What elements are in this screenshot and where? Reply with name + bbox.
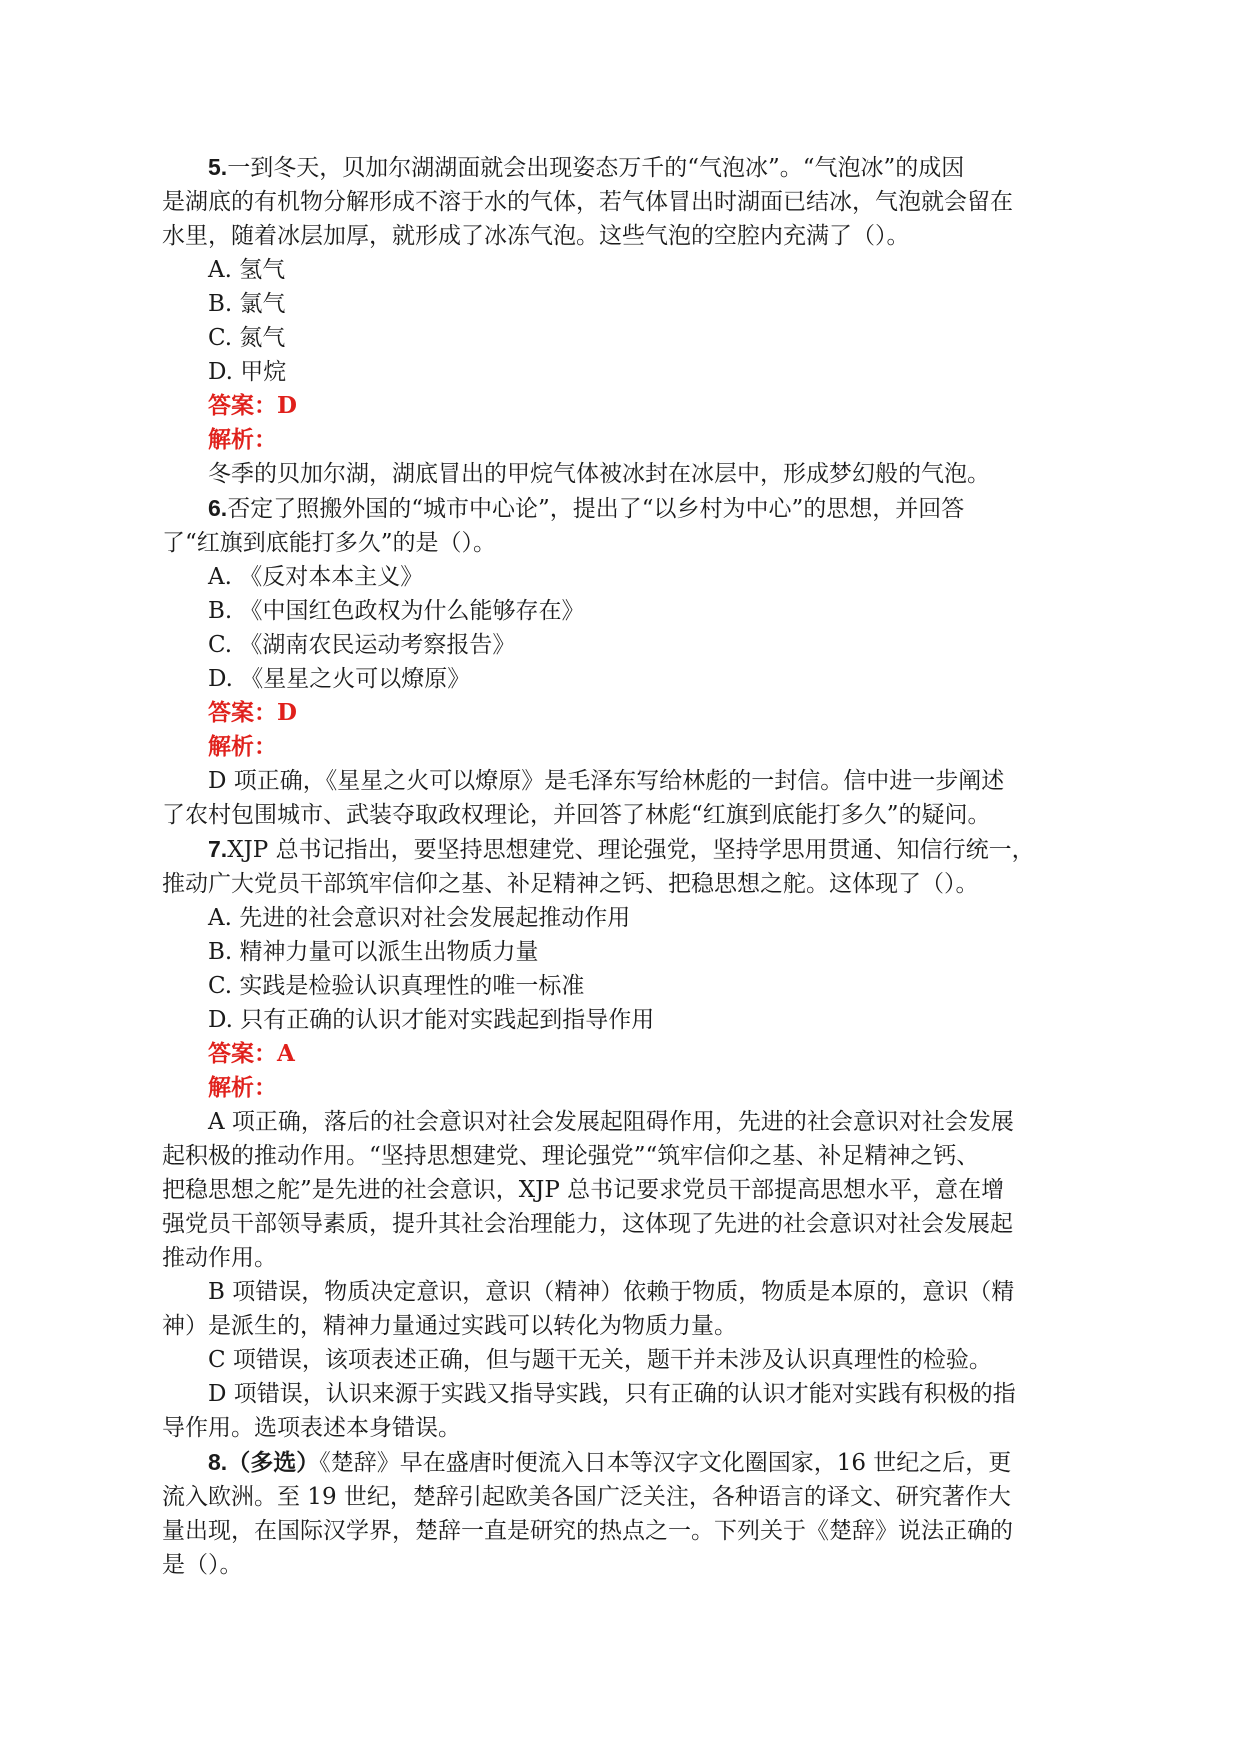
analysis-line: B 项错误，物质决定意识，意识（精神）依赖于物质，物质是本原的，意识（精 (208, 1279, 1015, 1305)
question-block (162, 832, 1092, 1445)
question-stem-line (162, 867, 1092, 901)
question-stem-text: XJP 总书记指出，要坚持思想建党、理论强党，坚持学思用贯通、知信行统一， (227, 837, 1035, 863)
question-stem-text: 是湖底的有机物分解形成不溶于水的气体，若气体冒出时湖面已结冰，气泡就会留在 (162, 189, 1013, 215)
question-number: 7. (208, 836, 228, 862)
analysis-line: C 项错误，该项表述正确，但与题干无关，题干并未涉及认识真理性的检验。 (208, 1347, 992, 1373)
question-stem-text: 一到冬天，贝加尔湖湖面就会出现姿态万千的“气泡冰”。“气泡冰”的成因 (227, 155, 965, 181)
question-stem-line (162, 150, 1092, 185)
question-stem-line (162, 1480, 1092, 1514)
analysis-line: 把稳思想之舵”是先进的社会意识，XJP 总书记要求党员干部提高思想水平，意在增 (162, 1177, 1005, 1203)
analysis-line: 神）是派生的，精神力量通过实践可以转化为物质力量。 (162, 1313, 737, 1339)
question-stem-text: 是（）。 (162, 1552, 243, 1578)
analysis-label: 解析： (208, 1074, 277, 1101)
question-stem-text: 流入欧洲。至 19 世纪，楚辞引起欧美各国广泛关注，各种语言的译文、研究著作大 (162, 1484, 1011, 1510)
question-stem-line (162, 219, 1092, 253)
question-stem-line (162, 1548, 1092, 1582)
analysis-label: 解析： (208, 426, 277, 453)
question-block (162, 1445, 1092, 1582)
question-stem-line (162, 526, 1092, 560)
answer-label: 答案：D (208, 392, 297, 419)
question-stem-text: 《楚辞》早在盛唐时便流入日本等汉字文化圈国家，16 世纪之后，更 (319, 1450, 1012, 1476)
answer-label: 答案：A (208, 1040, 295, 1067)
question-stem-text: 量出现，在国际汉学界，楚辞一直是研究的热点之一。下列关于《楚辞》说法正确的 (162, 1518, 1013, 1544)
option-a: A. 先进的社会意识对社会发展起推动作用 (208, 905, 631, 931)
option-b: B. 氯气 (208, 291, 286, 317)
question-stem-text: 否定了照搬外国的“城市中心论”，提出了“以乡村为中心”的思想，并回答 (227, 496, 965, 522)
option-c: C. 《湖南农民运动考察报告》 (208, 632, 516, 658)
analysis-line: D 项错误，认识来源于实践又指导实践，只有正确的认识才能对实践有积极的指 (208, 1381, 1016, 1407)
question-block (162, 491, 1092, 832)
analysis-line: A 项正确，落后的社会意识对社会发展起阻碍作用，先进的社会意识对社会发展 (208, 1109, 1014, 1135)
question-stem-line (162, 1514, 1092, 1548)
option-c: C. 氮气 (208, 325, 286, 351)
question-stem-text: 了“红旗到底能打多久”的是（）。 (162, 530, 497, 556)
question-stem-line (162, 832, 1092, 867)
analysis-line: 起积极的推动作用。“坚持思想建党、理论强党”“筑牢信仰之基、补足精神之钙、 (162, 1143, 980, 1169)
analysis-line: D 项正确，《星星之火可以燎原》是毛泽东写给林彪的一封信。信中进一步阐述 (208, 768, 1005, 794)
option-b: B. 精神力量可以派生出物质力量 (208, 939, 539, 965)
question-stem-line (162, 491, 1092, 526)
question-block (162, 150, 1092, 491)
option-b: B. 《中国红色政权为什么能够存在》 (208, 598, 585, 624)
question-number: 5. (208, 154, 228, 180)
option-d: D. 《星星之火可以燎原》 (208, 666, 471, 692)
analysis-line: 强党员干部领导素质，提升其社会治理能力，这体现了先进的社会意识对社会发展起 (162, 1211, 1013, 1237)
option-d: D. 只有正确的认识才能对实践起到指导作用 (208, 1007, 655, 1033)
analysis-line: 冬季的贝加尔湖，湖底冒出的甲烷气体被冰封在冰层中，形成梦幻般的气泡。 (208, 461, 990, 487)
option-a: A. 氢气 (208, 257, 286, 283)
document-page (162, 150, 1092, 1582)
question-stem-text: 水里，随着冰层加厚，就形成了冰冻气泡。这些气泡的空腔内充满了（）。 (162, 223, 910, 249)
option-d: D. 甲烷 (208, 359, 287, 385)
question-stem-line (162, 185, 1092, 219)
question-number: 8. (208, 1449, 228, 1475)
answer-label: 答案：D (208, 699, 297, 726)
analysis-line: 推动作用。 (162, 1245, 277, 1271)
analysis-line: 导作用。选项表述本身错误。 (162, 1415, 461, 1441)
option-a: A. 《反对本本主义》 (208, 564, 424, 590)
analysis-label: 解析： (208, 733, 277, 760)
analysis-line: 了农村包围城市、武装夺取政权理论，并回答了林彪“红旗到底能打多久”的疑问。 (162, 802, 991, 828)
question-number: 6. (208, 495, 228, 521)
question-type-tag: （多选） (227, 1449, 320, 1476)
option-c: C. 实践是检验认识真理性的唯一标准 (208, 973, 585, 999)
question-stem-line (162, 1445, 1092, 1480)
question-stem-text: 推动广大党员干部筑牢信仰之基、补足精神之钙、把稳思想之舵。这体现了（）。 (162, 871, 979, 897)
